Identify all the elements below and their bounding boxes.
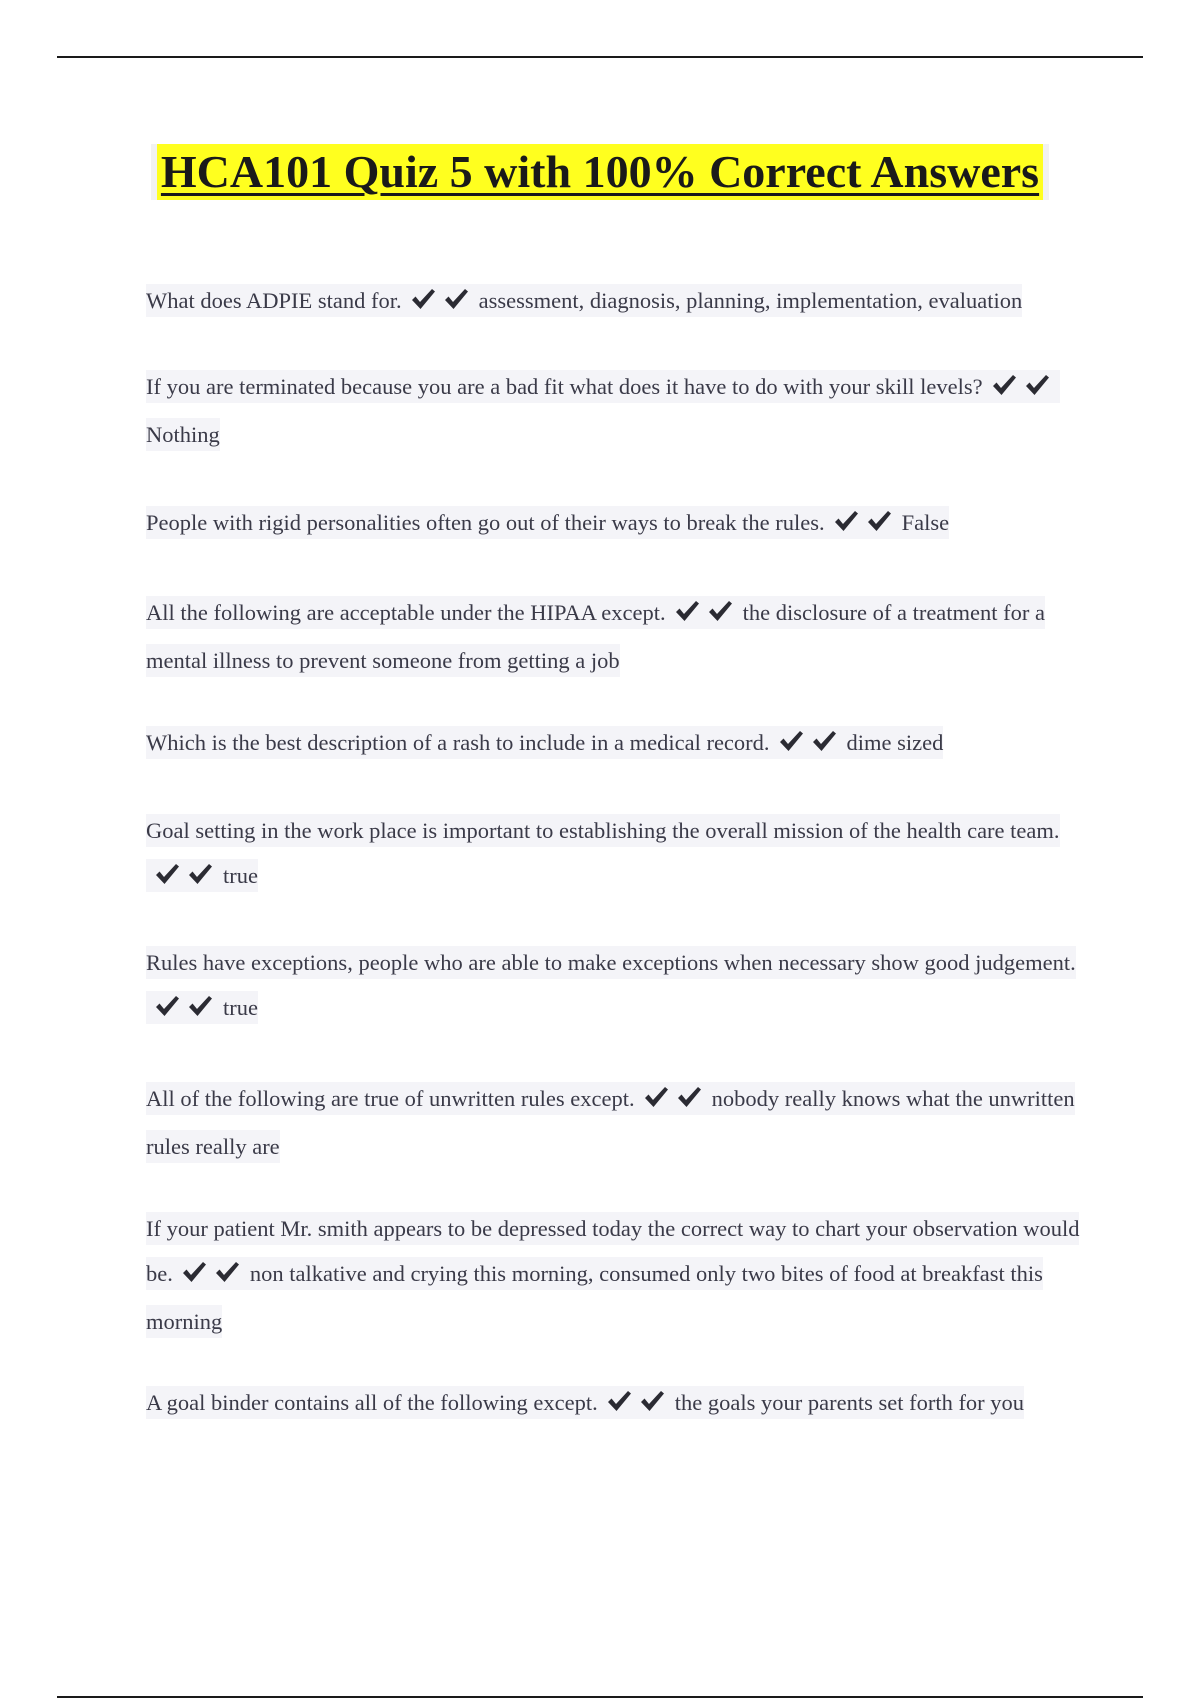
answer-marker — [778, 723, 844, 768]
qa-item — [146, 1076, 1096, 1169]
answer-text: non talkative and crying this morning, consumed only two bites of food at breakfast this morning — [146, 1261, 1043, 1334]
check-mark-icon — [443, 287, 470, 311]
check-mark-icon — [154, 994, 181, 1018]
qa-item — [146, 808, 1096, 901]
check-mark-icon — [639, 1389, 666, 1413]
check-mark-icon — [707, 599, 734, 623]
qa-item — [146, 590, 1096, 683]
check-mark-icon — [833, 509, 860, 533]
check-mark-icon — [1024, 373, 1051, 397]
question-text: If you are terminated because you are a bad fit what does it have to do with your skill levels? — [146, 374, 983, 399]
answer-marker — [410, 281, 476, 326]
question-text: Which is the best description of a rash to include in a medical record. — [146, 730, 770, 755]
qa-item — [146, 278, 1096, 326]
question-text: If your patient Mr. smith appears to be depressed today the correct way to chart your observation would be. — [146, 1216, 1080, 1286]
question-text: What does ADPIE stand for. — [146, 288, 402, 313]
question-text: A goal binder contains all of the following except. — [146, 1390, 598, 1415]
document-title: HCA101 Quiz 5 with 100% Correct Answers — [157, 144, 1043, 200]
check-mark-icon — [866, 509, 893, 533]
answer-marker — [674, 593, 740, 638]
question-text: All of the following are true of unwritten rules except. — [146, 1086, 635, 1111]
qa-item — [146, 1206, 1096, 1344]
answer-marker — [643, 1079, 709, 1124]
answer-text: False — [901, 510, 950, 535]
check-mark-icon — [187, 862, 214, 886]
qa-item — [146, 1380, 1096, 1428]
check-mark-icon — [778, 729, 805, 753]
question-text: All the following are acceptable under the HIPAA except. — [146, 600, 666, 625]
title-block — [0, 144, 1200, 200]
answer-marker — [606, 1383, 672, 1428]
question-text: Rules have exceptions, people who are able to make exceptions when necessary show good judgement. — [146, 950, 1076, 975]
answer-text: the disclosure of a treatment for a mental illness to prevent someone from getting a job — [146, 600, 1046, 673]
question-text: Goal setting in the work place is important to establishing the overall mission of the health care team. — [146, 818, 1060, 843]
answer-text: true — [223, 995, 258, 1020]
answer-text: dime sized — [846, 730, 944, 755]
check-mark-icon — [674, 599, 701, 623]
check-mark-icon — [214, 1260, 241, 1284]
check-mark-icon — [606, 1389, 633, 1413]
check-mark-icon — [643, 1085, 670, 1109]
qa-item — [146, 500, 1096, 548]
check-mark-icon — [676, 1085, 703, 1109]
footer-rule — [57, 1696, 1143, 1698]
answer-text: assessment, diagnosis, planning, implementation, evaluation — [478, 288, 1023, 313]
check-mark-icon — [410, 287, 437, 311]
answer-text: true — [223, 863, 258, 888]
qa-item — [146, 940, 1096, 1033]
check-mark-icon — [811, 729, 838, 753]
check-mark-icon — [154, 862, 181, 886]
question-text: People with rigid personalities often go out of their ways to break the rules. — [146, 510, 825, 535]
answer-text: nobody really knows what the unwritten rules really are — [146, 1086, 1075, 1159]
answer-marker — [181, 1254, 247, 1299]
answer-marker — [991, 367, 1057, 412]
check-mark-icon — [181, 1260, 208, 1284]
answer-text: the goals your parents set forth for you — [674, 1390, 1025, 1415]
qa-item — [146, 364, 1096, 457]
qa-item — [146, 720, 1096, 768]
header-rule — [57, 56, 1143, 58]
answer-marker — [154, 856, 220, 901]
answer-marker — [154, 988, 220, 1033]
check-mark-icon — [991, 373, 1018, 397]
check-mark-icon — [187, 994, 214, 1018]
answer-text: Nothing — [146, 422, 220, 447]
answer-marker — [833, 503, 899, 548]
